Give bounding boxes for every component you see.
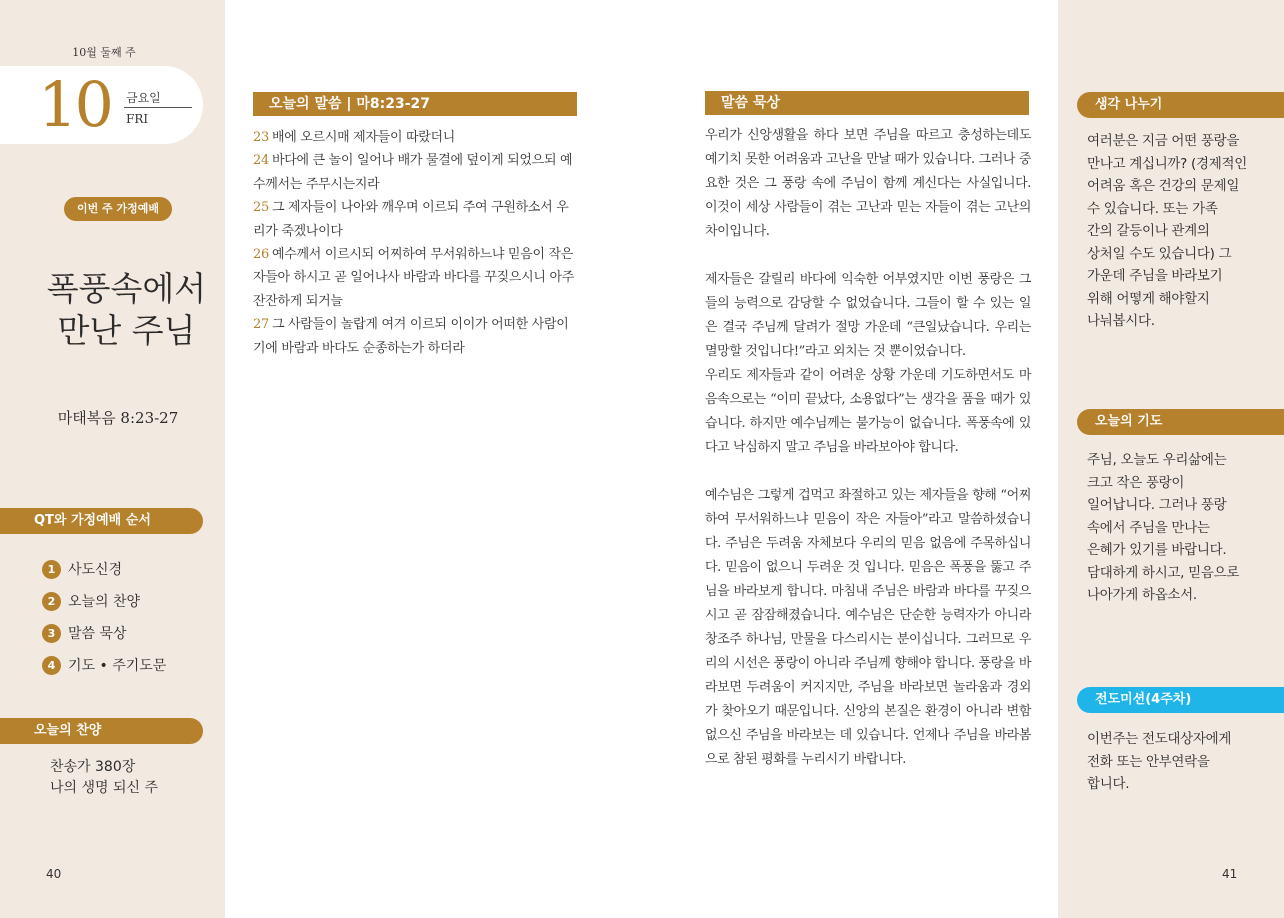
title-line-2: 만난 주님 — [57, 311, 196, 350]
date-number: 10 — [38, 68, 111, 141]
order-item-label: 말씀 묵상 — [68, 626, 127, 642]
order-number-badge: 4 — [42, 656, 61, 675]
verse-number: 23 — [253, 130, 269, 145]
order-number-badge: 1 — [42, 560, 61, 579]
order-item-label: 기도 • 주기도문 — [68, 658, 167, 674]
meditation-paragraph: 우리가 신앙생활을 하다 보면 주님을 따르고 충성하는데도 예기치 못한 어려움과 고난을 만날 때가 있습니다. 그러나 중요한 것은 그 풍랑 속에 주님이 함께 계신다는 사실입니다. 이것이 세상 사람들이 겪는 고난과 믿는 자들이 겪는 고난의 차이입니다. — [705, 128, 1031, 239]
meditation-paragraph: 예수님은 그렇게 겁먹고 좌절하고 있는 제자들을 향해 “어찌하여 무서워하느냐 믿음이 작은 자들아”라고 말씀하셨습니다. 주님은 두려움 자체보다 우리의 믿음 없음에 주목하십니다. 믿음이 없으니 두려운 것 입니다. 믿음은 폭풍을 뚫고 주님을 바라보게 합니다. 마침내 주님은 바람과 바다를 꾸짖으시고 곧 잠잠해졌습니다. 예수님은 단순한 능력자가 아니라 창조주 하나님, 만물을 다스리시는 분이십니다. 그러므로 우리의 시선은 풍랑이 아니라 주님께 향해야 합니다. 풍랑을 바라보면 두려움이 커지지만, 주님을 바라보면 놀라움과 경외가 찾아오기 때문입니다. 신앙의 본질은 환경이 아니라 변함없으신 주님을 바라보는 데 있습니다. 언제나 주님을 바라봄으로 참된 평화를 누리시기 바랍니다. — [705, 488, 1031, 767]
order-item-label: 사도신경 — [68, 562, 123, 578]
order-item — [42, 585, 166, 617]
scripture-verses — [253, 126, 579, 360]
verse-text: 그 제자들이 나아와 깨우며 이르되 주여 구원하소서 우리가 죽겠나이다 — [253, 200, 569, 239]
verse-text: 바다에 큰 놀이 일어나 배가 물결에 덮이게 되었으되 예수께서는 주무시는지라 — [253, 153, 573, 192]
meditation-heading: 말씀 묵상 — [705, 91, 1029, 115]
order-item — [42, 617, 166, 649]
page-title — [28, 268, 225, 352]
hymn-heading-label: 오늘의 찬양 — [34, 723, 102, 738]
verse-number: 26 — [253, 247, 269, 263]
hymn-heading — [0, 718, 203, 744]
date-divider — [124, 107, 192, 108]
prayer-heading: 오늘의 기도 — [1077, 409, 1284, 435]
verse-text: 배에 오르시매 제자들이 따랐더니 — [271, 130, 456, 145]
verse-text: 그 사람들이 놀랍게 여겨 이르되 이이가 어떠한 사람이기에 바람과 바다도 순종하는가 하더라 — [253, 317, 569, 356]
hymn-number: 찬송가 380장 — [50, 759, 136, 775]
meditation-paragraph: 제자들은 갈릴리 바다에 익숙한 어부였지만 이번 풍랑은 그들의 능력으로 감당할 수 없었습니다. 그들이 할 수 있는 일은 결국 주님께 달려가 절망 가운데 “큰일났습니다. 우리는 멸망할 것입니다!”라고 외치는 것 뿐이었습니다. — [705, 272, 1031, 359]
weekly-worship-badge: 이번 주 가정예배 — [64, 197, 172, 221]
verse-number: 24 — [253, 153, 269, 169]
prayer-text: 주님, 오늘도 우리삶에는 크고 작은 풍랑이 일어납니다. 그러나 풍랑 속에서 주님을 만나는 은혜가 있기를 바랍니다. 담대하게 하시고, 믿음으로 나아가게 하옵소서. — [1087, 452, 1240, 603]
order-number-badge: 3 — [42, 624, 61, 643]
verse-number: 25 — [253, 200, 269, 216]
order-heading — [0, 508, 203, 534]
order-item — [42, 553, 166, 585]
day-korean: 금요일 — [126, 91, 161, 105]
todays-word-heading: 오늘의 말씀 | 마8:23-27 — [253, 92, 577, 116]
page-number-right: 41 — [1222, 867, 1238, 881]
hymn-title: 나의 생명 되신 주 — [50, 780, 159, 796]
verse — [253, 247, 574, 309]
sharing-heading: 생각 나누기 — [1077, 92, 1284, 118]
sharing-text: 여러분은 지금 어떤 풍랑을 만나고 계십니까? (경제적인 어려움 혹은 건강의 문제일 수 있습니다. 또는 가족 간의 갈등이나 관계의 상처일 수도 있습니다) 그 가운데 주님을 바라보기 위해 어떻게 해야할지 나눠봅시다. — [1087, 133, 1247, 329]
meditation-body — [705, 124, 1031, 796]
verse — [253, 200, 568, 238]
mission-heading: 전도미션(4주차) — [1077, 687, 1284, 713]
order-number-badge: 2 — [42, 592, 61, 611]
mission-text: 이번주는 전도대상자에게 전화 또는 안부연락을 합니다. — [1087, 731, 1232, 792]
verse — [253, 153, 572, 191]
order-heading-label: QT와 가정예배 순서 — [34, 513, 151, 528]
verse — [253, 130, 455, 145]
verse-number: 27 — [253, 317, 269, 333]
order-list — [42, 553, 166, 681]
order-item-label: 오늘의 찬양 — [68, 594, 141, 610]
hymn-info — [50, 757, 158, 799]
day-english: FRI — [126, 112, 149, 126]
scripture-reference: 마태복음 8:23-27 — [57, 409, 179, 427]
verse-text: 예수께서 이르시되 어찌하여 무서워하느냐 믿음이 작은 자들아 하시고 곧 일어나사 바람과 바다를 꾸짖으시니 아주 잔잔하게 되거늘 — [253, 247, 575, 309]
title-line-1: 폭풍속에서 — [46, 269, 207, 308]
meditation-paragraph: 우리도 제자들과 같이 어려운 상황 가운데 기도하면서도 마음속으로는 “이미 끝났다, 소용없다”는 생각을 품을 때가 있습니다. 하지만 예수님께는 불가능이 없습니다. 폭풍속에 있다고 낙심하지 말고 주님을 바라보아야 합니다. — [705, 368, 1031, 455]
verse — [253, 317, 568, 355]
page-number-left: 40 — [46, 867, 62, 881]
order-item — [42, 649, 166, 681]
week-label: 10월 둘째 주 — [72, 46, 136, 59]
